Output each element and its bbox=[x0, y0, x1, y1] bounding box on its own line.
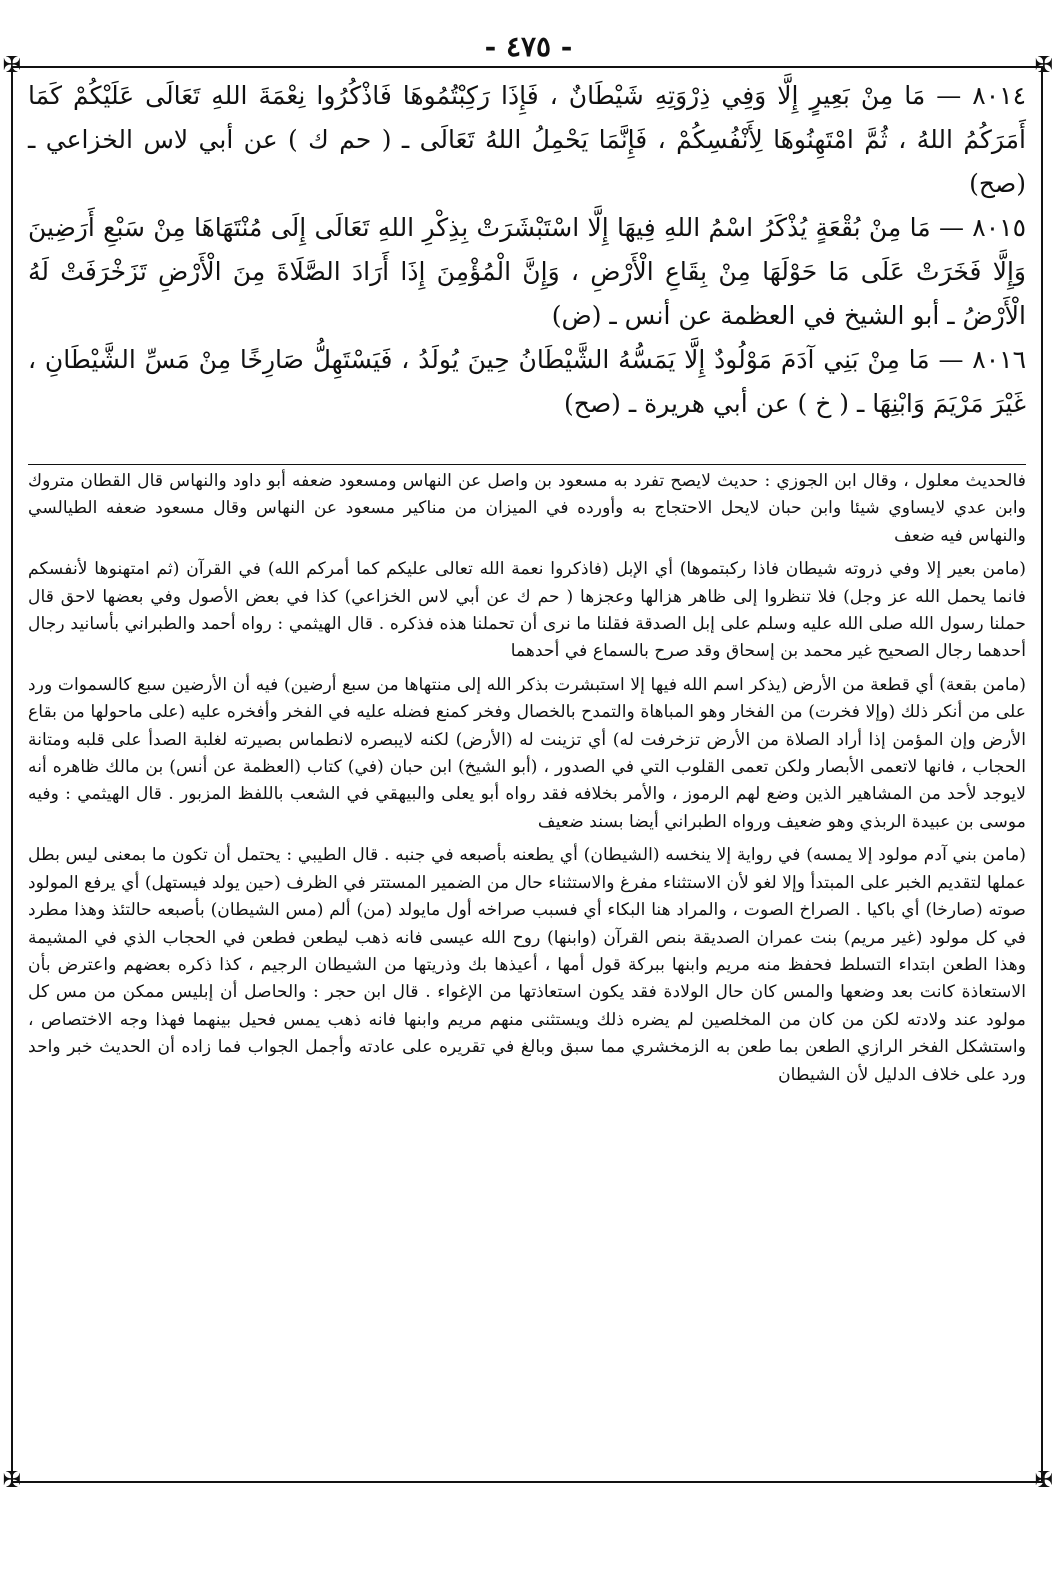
corner-ornament-icon: ✠ bbox=[2, 1468, 22, 1493]
corner-ornament-icon: ✠ bbox=[1034, 1468, 1054, 1493]
commentary-paragraph: فالحديث معلول ، وقال ابن الجوزي : حديث لايصح تفرد به مسعود بن واصل عن النهاس ومسعود ضعفه أبو داود والنهاس قال القطان متروك وابن عدي لايساوي شيئا وابن حبان لايحل الاحتجاج به وأورده في الميزان من مناكير مسعود عن النهاس وقال مسعود ضعفه الطيالسي والنهاس فيه ضعف bbox=[28, 471, 1026, 546]
page-number: - ٤٧٥ - bbox=[484, 30, 573, 63]
hadith-entry: ٨٠١٦ — مَا مِنْ بَنِي آدَمَ مَوْلُودٌ إِلَّا يَمَسُّهُ الشَّيْطَانُ حِينَ يُولَدُ ، فَيَسْتَهِلُّ صَارِخًا مِنْ مَسِّ الشَّيْطَانِ ، غَيْرَ مَرْيَمَ وَابْنِهَا ـ ( خ ) عن أبي هريرة ـ (صح) bbox=[28, 345, 1026, 418]
corner-ornament-icon: ✠ bbox=[1034, 53, 1054, 78]
section-divider bbox=[28, 464, 1026, 465]
frame-bottom-rule bbox=[11, 1481, 1043, 1483]
hadith-block bbox=[28, 74, 1026, 426]
corner-ornament-icon: ✠ bbox=[2, 53, 22, 78]
frame-top-rule bbox=[11, 66, 1043, 68]
commentary-paragraph: (مامن بني آدم مولود إلا يمسه) في رواية إلا ينخسه (الشيطان) أي يطعنه بأصبعه في جنبه . قال الطيبي : يحتمل أن تكون ما بمعنى ليس بطل عملها لتقديم الخبر على المبتدأ وإلا لغو لأن الاستثناء مفرغ والاستثناء حال من الضمير المستتر في الظرف (حين يولد فيستهل) أي يرفع المولود صوته (صارخا) أي باكيا . الصراخ الصوت ، والمراد هنا البكاء أي فسبب صراخه أول مايولد (من) ألم (مس الشيطان) بأصبعه حالتئذ وهذا مطرد في كل مولود (غير مريم) بنت عمران الصديقة بنص القرآن (وابنها) روح الله عيسى فانه ذهب ليطعن فطعن في الحجاب الذي في المشيمة وهذا الطعن ابتداء التسلط فحفظ منه مريم وابنها ببركة قول أمها ، أعيذها بك وذريتها من الشيطان الرجيم ، كذا ذكره بعضهم واعترض بأن الاستعاذة كانت بعد وضعها والمس كان حال الولادة فقد يكون استعاذتها من الإغواء . قال ابن حجر : والحاصل أن إبليس ممكن من مس كل مولود عند ولادته لكن من كان من المخلصين لم يضره ذلك ويستثنى منهم مريم وابنها فانه ذهب يمس فحيل بينهما فهذا وجه الاختصاص ، واستشكل الفخر الرازي الطعن بما طعن به الزمخشري مما سبق وبالغ في تقريره على عادته وأجمل الجواب فما زاده أن الحديث خبر واحد ورد على خلاف الدليل لأن الشيطان bbox=[28, 845, 1026, 1085]
hadith-entry: ٨٠١٥ — مَا مِنْ بُقْعَةٍ يُذْكَرُ اسْمُ اللهِ فِيهَا إِلَّا اسْتَبْشَرَتْ بِذِكْرِ اللهِ تَعَالَى إِلَى مُنْتَهَاهَا مِنْ سَبْعِ أَرَضِينَ وَإِلَّا فَخَرَتْ عَلَى مَا حَوْلَهَا مِنْ بِقَاعِ الْأَرْضِ ، وَإِنَّ الْمُؤْمِنَ إِذَا أَرَادَ الصَّلَاةَ مِنَ الْأَرْضِ تَزَخْرَفَتْ لَهُ الْأَرْضُ ـ أبو الشيخ في العظمة عن أنس ـ (ض) bbox=[28, 213, 1026, 330]
commentary-paragraph: (مامن بقعة) أي قطعة من الأرض (يذكر اسم الله فيها إلا استبشرت بذكر الله إلى منتهاها من سبع أرضين) فيه أن الأرضين سبع كالسموات ورد على من أنكر ذلك (وإلا فخرت) من الفخار وهو المباهاة والتمدح بالخصال وفخر كمنع فضله عليه في الفخر وأفخره عليه (على ماحولها من بقاع الأرض وإن المؤمن إذا أراد الصلاة من الأرض تزخرفت له) أي تزينت له (الأرض) لكنه لايبصره لانطماس بصيرته لغلبة الصدأ على قلبه ومتانة الحجاب ، فانها لاتعمى الأبصار ولكن تعمى القلوب التي في الصدور ، (أبو الشيخ) ابن حبان (في) كتاب (العظمة عن أنس) بن مالك ظاهره أنه لايوجد لأحد من المشاهير الذين وضع لهم الرموز ، والأمر بخلافه فقد رواه أبو يعلى والبيهقي في الشعب باللفظ المزبور . قال الهيثمي : وفيه موسى بن عبيدة الربذي وهو ضعيف ورواه الطبراني أيضا بسند ضعيف bbox=[28, 674, 1026, 832]
commentary-block bbox=[28, 468, 1026, 1089]
commentary-paragraph: (مامن بعير إلا وفي ذروته شيطان فاذا ركبتموها) أي الإبل (فاذكروا نعمة الله تعالى عليكم كما أمركم الله) في القرآن (ثم امتهنوها لأنفسكم فانما يحمل الله عز وجل) فلا تنظروا إلى ظاهر هزالها وعجزها ( حم ك عن أبي لاس الخزاعي) كذا في بعض الأصول وفي بعضها لاحق قال حملنا رسول الله صلى الله عليه وسلم على إبل الصدقة فقلنا ما نرى أن تحملنا هذه فذكره . قال الهيثمي : رواه أحمد والطبراني بأسانيد رجال أحدهما رجال الصحيح غير محمد بن إسحاق وقد صرح بالسماع في أحدهما bbox=[28, 559, 1026, 662]
hadith-entry: ٨٠١٤ — مَا مِنْ بَعِيرٍ إِلَّا وَفِي ذِرْوَتِهِ شَيْطَانٌ ، فَإِذَا رَكِبْتُمُوهَا فَاذْكُرُوا نِعْمَةَ اللهِ تَعَالَى عَلَيْكُمْ كَمَا أَمَرَكُمُ اللهُ ، ثُمَّ امْتَهِنُوهَا لِأَنْفُسِكُمْ ، فَإِنَّمَا يَحْمِلُ اللهُ تَعَالَى ـ ( حم ك ) عن أبي لاس الخزاعي ـ (صح) bbox=[28, 81, 1026, 198]
